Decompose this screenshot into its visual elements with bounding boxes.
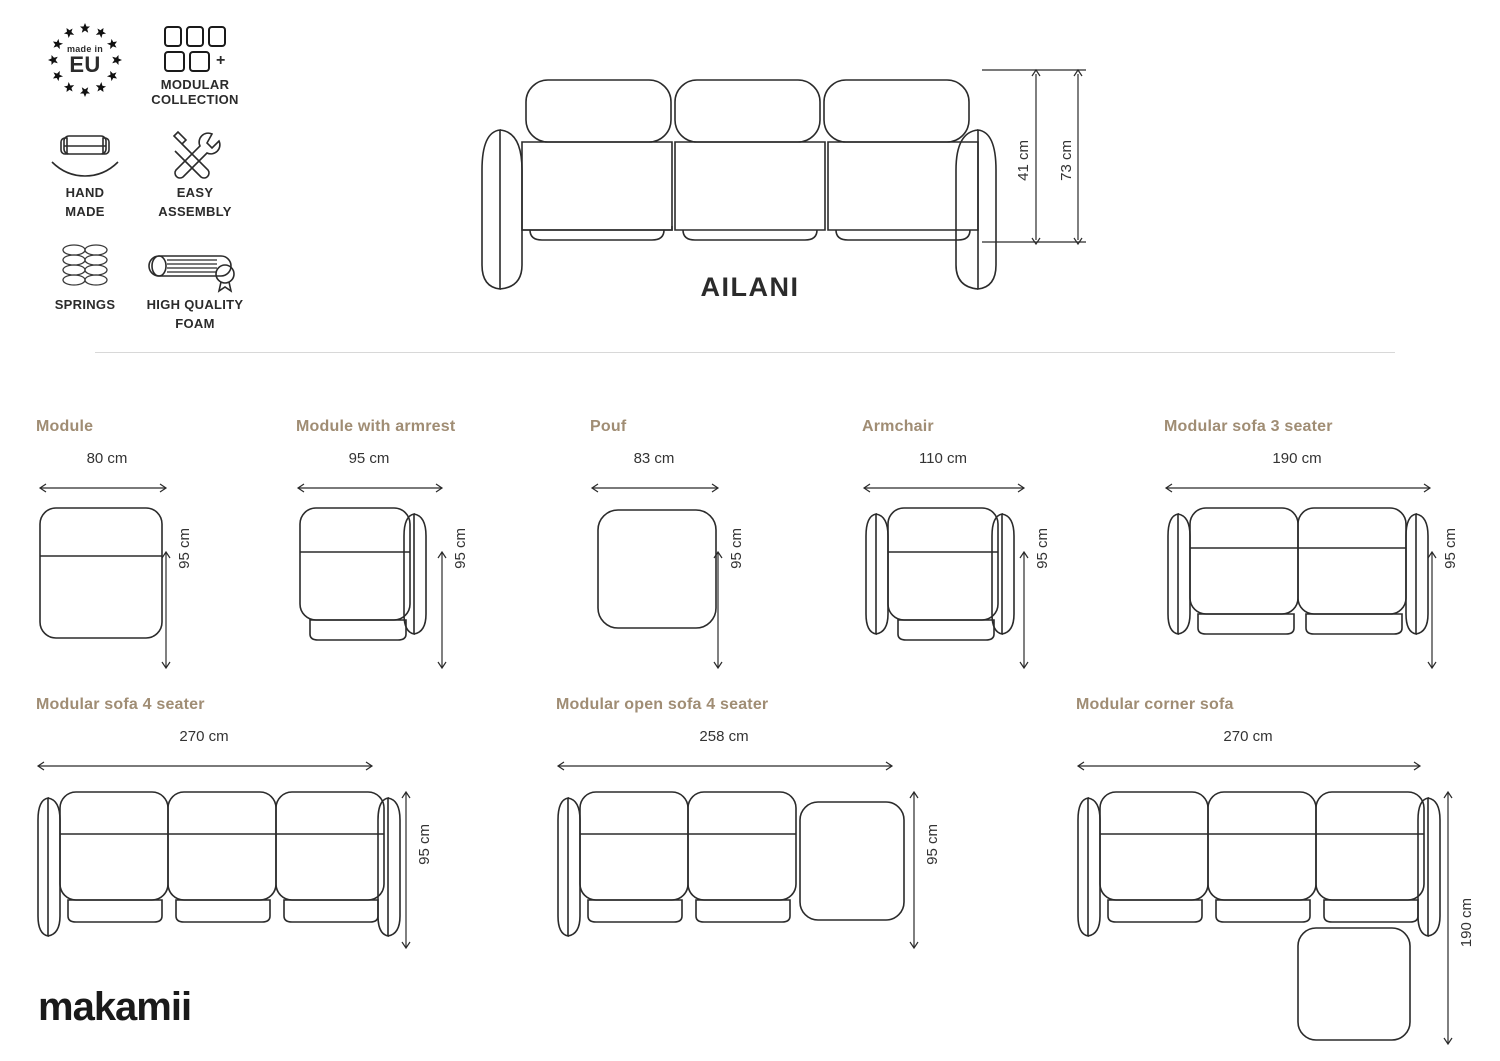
product-width-label: 80 cm: [86, 450, 128, 467]
badge-row-1: [30, 20, 270, 108]
hand-sofa-icon: [48, 130, 122, 182]
badge-modular-label-1: MODULAR: [160, 77, 230, 92]
badge-row-3: [30, 242, 270, 332]
product-depth-label: 95 cm: [452, 528, 469, 569]
badge-modular-label-2: COLLECTION: [151, 91, 239, 107]
product-armchair: [862, 418, 1092, 665]
product-width-label: 270 cm: [179, 728, 229, 745]
feature-badges: [30, 20, 270, 332]
badge-foam-label-1: HIGH QUALITY: [146, 296, 244, 312]
springs-icon: [56, 242, 114, 294]
eu-code-label: EU: [69, 52, 101, 78]
badge-hand-made-label-1: HAND: [65, 184, 105, 200]
product-modular-sofa-3-seater: [1164, 418, 1459, 665]
eu-made-in-label: made in: [66, 44, 104, 54]
product-pouf: [590, 418, 800, 665]
badge-hand-made: [30, 130, 140, 220]
product-depth-label: 95 cm: [176, 528, 193, 569]
hero-seat-height-label: 41 cm: [1015, 140, 1032, 181]
badge-springs-label: SPRINGS: [54, 296, 116, 312]
product-title: Modular sofa 4 seater: [36, 696, 205, 713]
product-depth-label: 95 cm: [1034, 528, 1051, 569]
hero-total-height-label: 73 cm: [1058, 140, 1075, 181]
product-depth-label: 95 cm: [728, 528, 745, 569]
badge-easy-assembly-label-2: ASSEMBLY: [158, 203, 232, 219]
badge-springs: [30, 242, 140, 332]
badge-modular-collection: [140, 20, 250, 108]
badge-row-2: [30, 130, 270, 220]
product-title: Module with armrest: [296, 418, 456, 435]
product-name: AILANI: [700, 272, 800, 302]
badge-easy-assembly-label-1: EASY: [176, 184, 214, 200]
product-module-with-armrest: [296, 418, 526, 665]
badge-foam-label-2: FOAM: [175, 315, 215, 331]
product-modular-open-sofa-4-seater: [556, 696, 976, 958]
eu-label-group: [40, 44, 130, 76]
product-width-label: 110 cm: [918, 450, 968, 467]
product-title: Pouf: [590, 418, 627, 435]
brand-logo-text: makamii: [38, 985, 192, 1029]
product-width-label: 83 cm: [633, 450, 675, 467]
product-depth-label: 95 cm: [924, 824, 941, 865]
product-module: [36, 418, 246, 665]
product-title: Modular corner sofa: [1076, 696, 1234, 713]
section-divider: [95, 352, 1395, 353]
product-width-label: 258 cm: [699, 728, 749, 745]
product-title: Modular open sofa 4 seater: [556, 696, 769, 713]
product-modular-corner-sofa: [1076, 696, 1476, 1058]
badge-easy-assembly: [140, 130, 250, 220]
product-width-label: 95 cm: [348, 450, 390, 467]
foam-roll-icon: [147, 242, 243, 294]
product-modular-sofa-4-seater: [36, 696, 476, 958]
modular-squares-icon: +: [164, 26, 226, 72]
tools-icon: [164, 130, 226, 182]
badge-high-quality-foam: [140, 242, 250, 332]
badge-made-in-eu: [30, 20, 140, 108]
eu-stars-icon: [40, 20, 130, 100]
product-title: Module: [36, 418, 94, 435]
product-depth-label: 95 cm: [416, 824, 433, 865]
product-width-label: 190 cm: [1272, 450, 1322, 467]
product-width-label: 270 cm: [1223, 728, 1273, 745]
brand-logo: [38, 985, 191, 1030]
product-title: Modular sofa 3 seater: [1164, 418, 1333, 435]
product-depth-label: 190 cm: [1458, 898, 1475, 948]
product-depth-label: 95 cm: [1442, 528, 1459, 569]
badge-hand-made-label-2: MADE: [65, 203, 105, 219]
product-title: Armchair: [862, 418, 934, 435]
